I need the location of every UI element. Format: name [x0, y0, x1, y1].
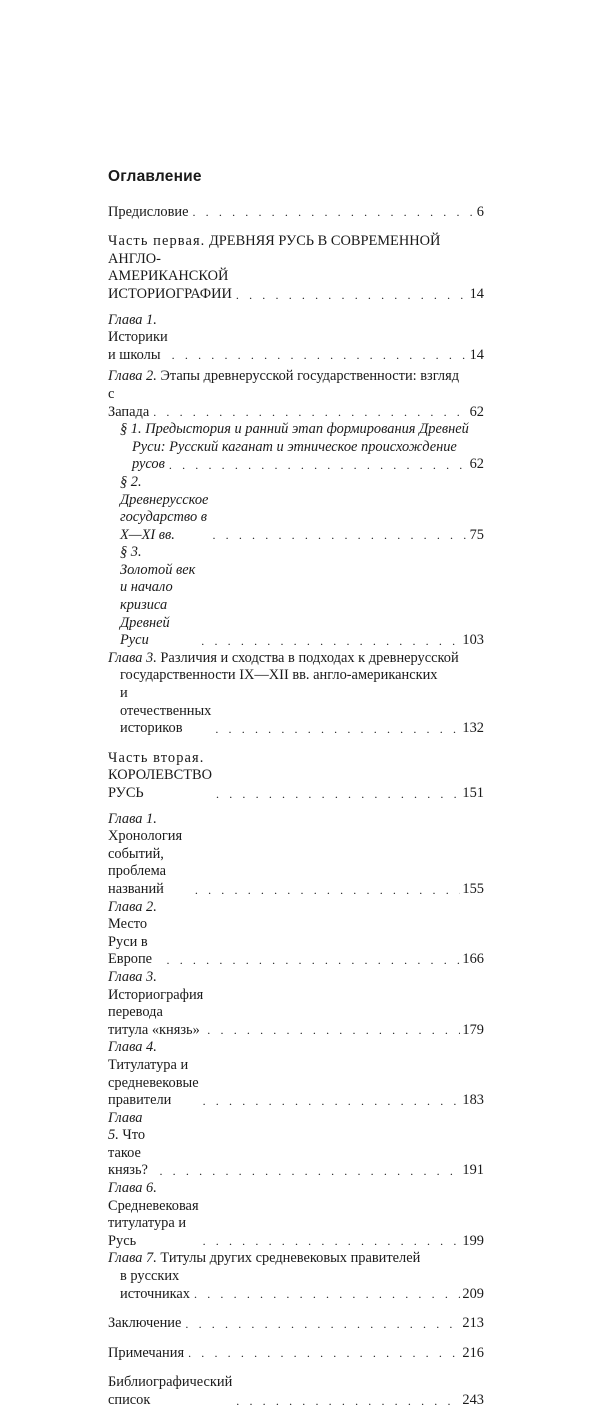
- section-title-line-2: Руси: Русский каганат и этническое происхождение: [132, 438, 457, 455]
- page-number: 6: [476, 203, 484, 220]
- chapter-title-line-2: с Запада: [108, 385, 150, 420]
- section-title-line-1: Предыстория и ранний этап формирования Древней: [145, 421, 469, 438]
- page-number: 14: [469, 285, 484, 302]
- toc-entry-chapter[interactable]: [108, 650, 484, 738]
- page-number: 243: [462, 1392, 484, 1408]
- dot-leader: [185, 1318, 460, 1330]
- chapter-title: Хронология событий, проблема названий: [108, 828, 183, 897]
- dot-leader: [167, 954, 461, 966]
- chapter-title: Титулатура и средневековые правители: [108, 1056, 199, 1109]
- page-number: 14: [469, 346, 484, 363]
- chapter-title-line-1: Этапы древнерусской государственности: взгляд: [160, 368, 460, 385]
- dot-leader: [215, 723, 460, 735]
- dot-leader: [195, 884, 461, 896]
- section-title-line-3: русов: [132, 456, 165, 473]
- page-number: 199: [462, 1232, 484, 1249]
- toc-entry-conclusion[interactable]: [108, 1315, 484, 1333]
- dot-leader: [207, 1024, 460, 1036]
- section-label: § 3.: [120, 544, 142, 561]
- chapter-label: Глава 5.: [108, 1109, 143, 1144]
- dot-leader: [194, 1288, 460, 1300]
- chapter-label: Глава 2.: [108, 368, 157, 385]
- dot-leader: [153, 406, 467, 418]
- chapter-title: Историография перевода титула «князь»: [108, 986, 204, 1038]
- chapter-title-line-2: в русских источниках: [120, 1268, 191, 1302]
- toc-entry-chapter[interactable]: [108, 1180, 484, 1250]
- page-number: 213: [462, 1315, 484, 1332]
- chapter-title: Место Руси в Европе: [108, 916, 153, 968]
- part-title-line-2: АНГЛО-АМЕРИКАНСКОЙ ИСТОРИОГРАФИИ: [108, 250, 232, 302]
- dot-leader: [201, 635, 460, 647]
- chapter-label: Глава 4.: [108, 1039, 157, 1056]
- dot-leader: [203, 1095, 461, 1107]
- chapter-title-line-2: государственности IX—XII вв. англо-американских: [120, 667, 438, 684]
- entry-label: Заключение: [108, 1315, 182, 1332]
- page-number: 62: [469, 456, 484, 473]
- toc-entry-bibliography[interactable]: [108, 1374, 484, 1409]
- chapter-label: Глава 3.: [108, 649, 157, 666]
- part-label: Часть первая.: [108, 233, 206, 250]
- toc-entry-section[interactable]: [108, 544, 484, 650]
- toc-entry-section[interactable]: [108, 474, 484, 544]
- page-number: 209: [462, 1285, 484, 1302]
- section-label: § 2.: [120, 473, 142, 490]
- entry-label: Библиографический список: [108, 1374, 233, 1408]
- chapter-title: Средневековая титулатура и Русь: [108, 1197, 199, 1249]
- section-title: Золотой век и начало кризиса Древней Руси: [120, 561, 196, 649]
- entry-label: Предисловие: [108, 203, 189, 220]
- chapter-title-line-1: Титулы других средневековых правителей: [160, 1250, 421, 1267]
- toc-entry-chapter[interactable]: [108, 811, 484, 899]
- dot-leader: [212, 529, 467, 541]
- page-number: 166: [462, 951, 484, 968]
- chapter-label: Глава 2.: [108, 898, 157, 915]
- page-number: 179: [462, 1021, 484, 1038]
- toc-entry-chapter[interactable]: [108, 1250, 484, 1303]
- toc-entry-chapter[interactable]: [108, 312, 484, 365]
- dot-leader: [188, 1347, 460, 1359]
- dot-leader: [216, 788, 460, 800]
- page-number: 191: [462, 1162, 484, 1179]
- chapter-label: Глава 7.: [108, 1250, 157, 1267]
- page-number: 62: [469, 403, 484, 420]
- toc-entry-notes[interactable]: [108, 1345, 484, 1363]
- entry-label: Примечания: [108, 1344, 185, 1361]
- page-number: 151: [462, 785, 484, 801]
- dot-leader: [159, 1165, 460, 1177]
- toc-entry-chapter[interactable]: [108, 899, 484, 969]
- chapter-label: Глава 3.: [108, 968, 157, 985]
- chapter-label: Глава 6.: [108, 1180, 157, 1197]
- page-number: 155: [462, 880, 484, 897]
- dot-leader: [236, 1395, 460, 1407]
- chapter-label: Глава 1.: [108, 810, 157, 827]
- chapter-label: Глава 1.: [108, 311, 157, 328]
- section-label: § 1.: [120, 421, 142, 438]
- toc-entry-chapter[interactable]: [108, 969, 484, 1039]
- page-number: 103: [462, 632, 484, 649]
- part-label: Часть вторая.: [108, 749, 205, 766]
- toc-entry-chapter[interactable]: [108, 1039, 484, 1109]
- chapter-title: Что такое князь?: [108, 1127, 148, 1179]
- chapter-title-line-3: и отечественных историков: [120, 685, 212, 737]
- page-number: 216: [462, 1344, 484, 1361]
- table-of-contents: [108, 168, 484, 1410]
- toc-heading: Оглавление: [108, 168, 202, 185]
- toc-entry-chapter[interactable]: [108, 1110, 484, 1180]
- dot-leader: [203, 1235, 461, 1247]
- chapter-title-line-1: Различия и сходства в подходах к древнерусской: [160, 649, 459, 666]
- chapter-title: Историки и школы: [108, 329, 168, 363]
- toc-entry-preface[interactable]: [108, 204, 484, 222]
- part-title: КОРОЛЕВСТВО РУСЬ: [108, 767, 213, 801]
- page-number: 183: [462, 1092, 484, 1109]
- dot-leader: [192, 206, 474, 218]
- page-number: 75: [469, 526, 484, 543]
- dot-leader: [172, 349, 468, 361]
- toc-entry-section[interactable]: [108, 421, 484, 474]
- toc-entry-part-1[interactable]: [108, 233, 484, 303]
- page-number: 132: [462, 720, 484, 737]
- toc-entry-part-2[interactable]: [108, 750, 484, 803]
- toc-entry-chapter[interactable]: [108, 368, 484, 421]
- dot-leader: [236, 289, 468, 301]
- dot-leader: [169, 459, 468, 471]
- section-title: Древнерусское государство в X—XI вв.: [120, 491, 209, 543]
- part-title-line-1: ДРЕВНЯЯ РУСЬ В СОВРЕМЕННОЙ: [208, 233, 441, 250]
